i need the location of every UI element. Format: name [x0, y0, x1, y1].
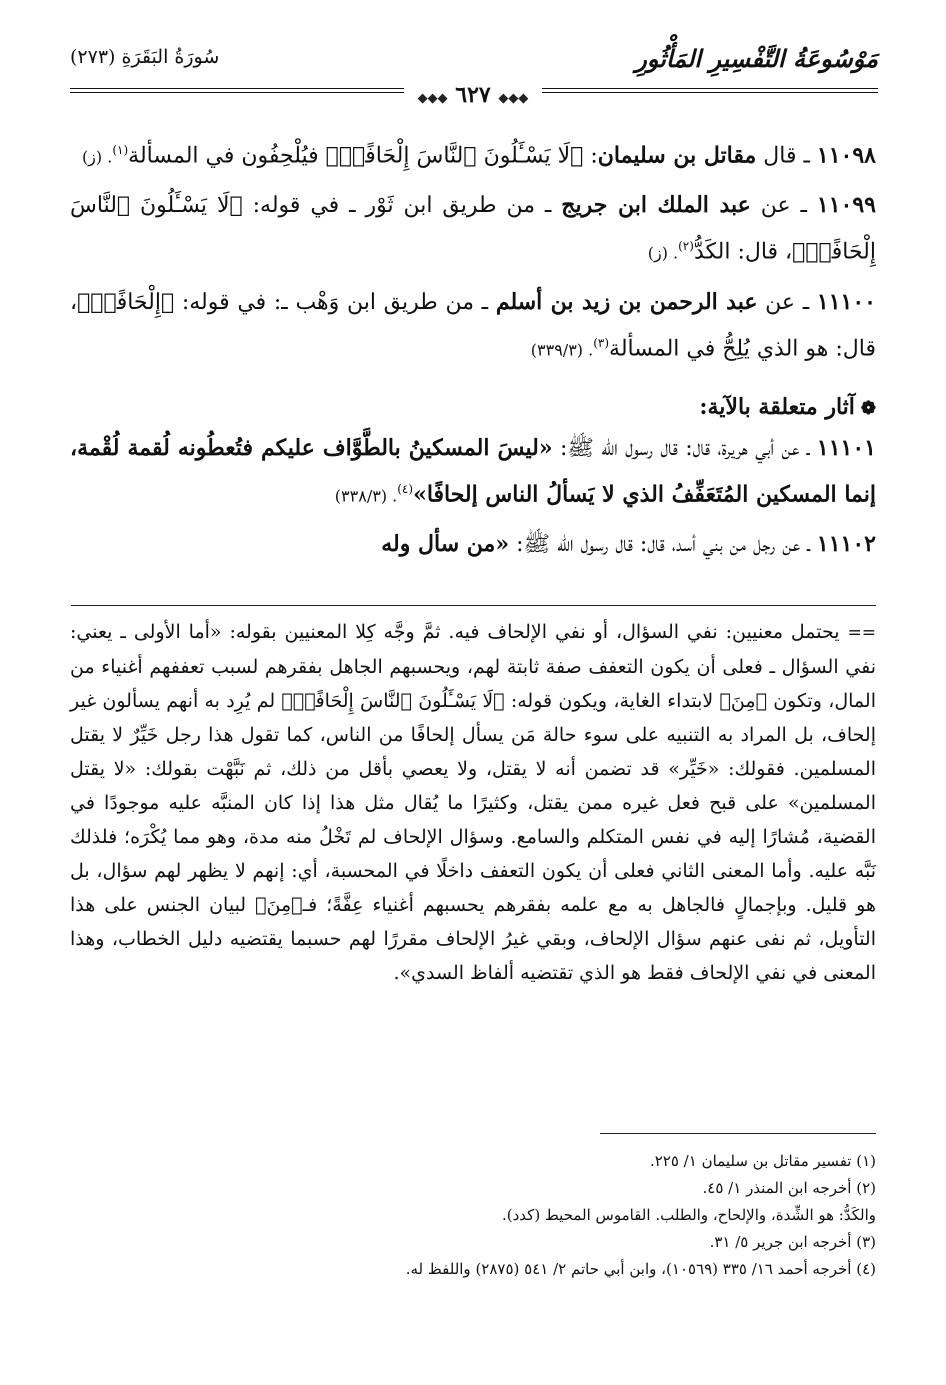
footnote-marker: (٣) [593, 335, 610, 350]
entry-ref: . (ز) [647, 243, 679, 263]
note-divider [71, 605, 876, 606]
entry-text: ـ عن [750, 193, 817, 219]
quran-quote: ﴿لَا يَسْـَٔلُونَ ٱلنَّاسَ إِلْحَافًاۗ﴾ [325, 143, 584, 169]
footnote-divider [600, 1133, 876, 1134]
entry-text: فيُلْحِفُون في المسألة [128, 143, 326, 169]
quran-quote: ﴿إِلْحَافًاۗ﴾ [77, 289, 175, 315]
entry-text: ـ عن أبي هريرة، قال: قال رسول الله ﷺ: [552, 435, 817, 461]
entry-text: ـ عن رجل من بني أسد، قال: قال رسول الله ﷺ: [509, 532, 817, 558]
book-title: مَوْسُوعَةُ التَّفْسِيرِ المَأْثُورِ [635, 44, 878, 73]
flower-icon: ❁ [860, 397, 876, 419]
entry-text: ـ عن [757, 289, 817, 315]
hadith-text: «من سأل وله [381, 531, 510, 558]
entry-text: : [583, 143, 598, 169]
entry-number: ١١١٠٠ [816, 288, 876, 315]
note-text: يحتمل معنيين: نفي السؤال، أو نفي الإلحاف فيه. ثمَّ وجَّه كِلا المعنيين بقوله: «أما الأولى ـ يعني: نفي السؤال ـ فعلى أن يكون التعفف صفة ثابتة لهم، ويحسبهم الجاهل بفقرهم لسبب تعففهم أغنياء من المال، وتكون ﴿مِنَ﴾ لابتداء الغاية، ويكون قوله: ﴿لَا يَسْـَٔلُونَ ٱلنَّاسَ إِلْحَافًاۗ﴾ لم يُرِد به أنهم يسألون غير إلحاف، بل المراد به التنبيه على سوء حالة مَن يسأل إلحافًا من الناس، كما تقول هذا رجل خَيِّرٌ لا يقتل المسلمين. فقولك: «خَيِّر» قد تضمن أنه لا يقتل، ولا يعصي بأقل من ذلك، ثم نَبَّهْت بقولك: «لا يقتل المسلمين» على قبح فعل غيره ممن يقتل، وكثيرًا ما يُقال مثل هذا إذا كان المنبَّه عليه موجودًا في القضية، مُشارًا إليه في نفس المتكلم والسامع. وسؤال الإلحاف لم تَخْلُ منه مدة، وهو مما يُكْرَه؛ فلذلك نَبَّه عليه. وأما المعنى الثاني فعلى أن يكون التعفف داخلًا في المحسبة، أي: إنهم لا يظهر لهم سؤال، بل هو قليل. وبإجمالٍ فالجاهل به مع علمه بفقرهم يحسبهم أغنياء عِفَّةً؛ فـ﴿مِنَ﴾ لبيان الجنس على هذا التأويل، ثم نفى عنهم سؤال الإلحاف، وبقي غيرُ الإلحاف مقررًا لهم حسبما يقتضيه دليل الخطاب، وهذا المعنى في نفي الإلحاف فقط هو الذي تقتضيه ألفاظ السدي». [70, 621, 876, 984]
entry-ref: . (ز) [81, 147, 113, 167]
entry-number: ١١٠٩٩ [816, 192, 876, 219]
footnote: (٢) أخرجه ابن المنذر ١/ ٤٥. [702, 1179, 876, 1197]
entry-ref: . (٣٣٩/٣) [530, 339, 594, 359]
footnote: (٤) أخرجه أحمد ١٦/ ٣٣٥ (١٠٥٦٩)، وابن أبي حاتم ٢/ ٥٤١ (٢٨٧٥) واللفظ له. [405, 1260, 876, 1278]
athar-entry [70, 428, 876, 516]
entry [70, 130, 876, 177]
surah-label: سُورَةُ البَقَرَةِ (٢٧٣) [70, 46, 220, 68]
narrator-name: عبد الرحمن بن زيد بن أسلم [495, 288, 758, 315]
athar-entry [70, 524, 876, 565]
section-heading [70, 394, 876, 420]
entry-number: ١١١٠٢ [816, 531, 876, 558]
page-number-row [0, 82, 946, 108]
ornament-icon: ◆◆◆ [417, 91, 448, 106]
entry-number: ١١١٠١ [816, 434, 876, 461]
page-number: ٦٢٧ [455, 82, 491, 108]
footnote-marker: (٢) [678, 239, 694, 254]
section-title: آثار متعلقة بالآية: [699, 393, 855, 420]
footnote-marker: (١) [112, 143, 129, 157]
footnote: والكَدُّ: هو الشِّدة، والإلحاح، والطلب. القاموس المحيط (كدد). [502, 1206, 876, 1224]
hadith-text: «ليسَ المسكينُ بالطَّوَّاف عليكم فتُعطُونه لُقمة لُقْمة، إنما المسكين المُتَعَفِّفُ الذي لا يَسألُ الناس إلحافًا» [70, 434, 876, 508]
entry-text: ـ من طريق ابن ثَوْر ـ في قوله: [242, 193, 562, 219]
narrator-name: عبد الملك ابن جريج [561, 192, 751, 219]
main-text [70, 130, 876, 573]
entry-text: ، قال: هو الذي يُلِحُّ في المسألة [70, 289, 876, 361]
footnote: (٣) أخرجه ابن جرير ٥/ ٣١. [709, 1233, 876, 1251]
footnotes [70, 1148, 876, 1283]
footnote-marker: (٤) [397, 481, 414, 496]
ornament-icon: ◆◆◆ [498, 91, 529, 106]
entry-text: ـ من طريق ابن وَهْب ـ: في قوله: [174, 289, 496, 315]
page-number-box [404, 82, 543, 108]
narrator-name: مقاتل بن سليمان [597, 142, 757, 169]
entry [70, 282, 876, 370]
continued-note [70, 615, 876, 990]
entry-ref: . (٣٣٨/٣) [334, 486, 398, 506]
quran-quote: ﴿لَا يَسْـَٔلُونَ ٱلنَّاسَ إِلْحَافًاۗ﴾ [70, 193, 876, 265]
entry [70, 185, 876, 273]
entry-text: ـ قال [756, 143, 817, 169]
entry-text: ، قال: الكَدُّ [693, 239, 793, 265]
footnote: (١) تفسير مقاتل بن سليمان ١/ ٢٢٥. [649, 1152, 876, 1170]
continuation-marker: == [847, 623, 876, 643]
entry-number: ١١٠٩٨ [816, 142, 876, 169]
